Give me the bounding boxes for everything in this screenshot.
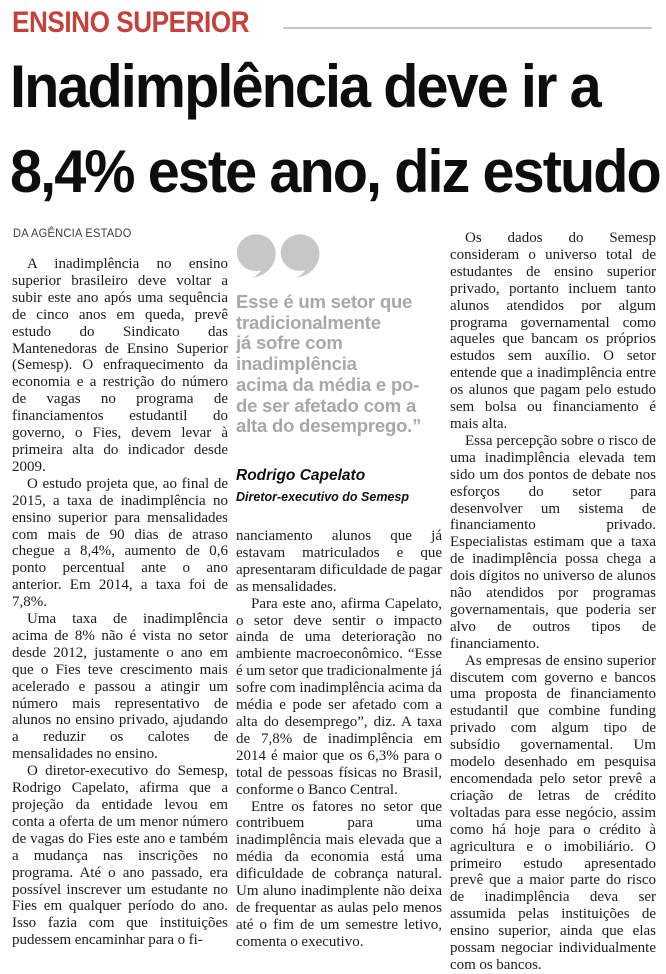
paragraph: O diretor-executivo do Semesp, Rodrigo Capelato, afirma que a projeção da entidade levou em conta a oferta de um menor número de vagas do Fies este ano e também a mudança nas inscrições no programa. Até o ano passado, era possível inscrever um estudante no Fies em qualquer período do ano. Isso fazia com que instituições pudessem encaminhar para o fi- <box>12 763 228 949</box>
text-column-1 <box>12 256 228 949</box>
pull-quote-author-role: Diretor-executivo do Semesp <box>236 489 409 504</box>
pull-quote-line: de ser afetado com a <box>236 394 417 416</box>
paragraph: A inadimplência no ensino superior brasileiro deve voltar a subir este ano após uma sequência de cinco anos em queda, prevê estudo do Sindicato das Mantenedoras de Ensino Superior (Semesp). O enfraquecimento da economia e a restrição do número de vagas no programa de financiamentos estudantil do governo, o Fies, devem levar à primeira alta do indicador desde 2009. <box>12 256 228 475</box>
pull-quote-line: alta do desemprego.” <box>236 415 422 437</box>
byline: DA AGÊNCIA ESTADO <box>13 226 132 240</box>
text-column-2 <box>236 228 442 951</box>
paragraph: Essa percepção sobre o risco de uma inadimplência elevada tem sido um dos pontos de debate nos esforços do setor para desenvolver um sistema de financiamento privado. Especialistas estimam que a taxa de inadimplência possa chega a dois dígitos no universo de alunos não atendidos por programas governamentais, que poderia ser alvo de outros tipos de financiamento. <box>450 432 656 652</box>
section-rule <box>283 27 652 29</box>
headline-line-2: 8,4% este ano, diz estudo <box>10 138 660 205</box>
paragraph: As empresas de ensino superior discutem com governo e bancos uma proposta de financiamento estudantil que combine funding privado com algum tipo de subsídio governamental. Um modelo desenhado em pesquisa encomendada pelo setor prevê a criação de letras de crédito voltadas para esse negócio, assim como há hoje para o crédito à agricultura e o imobiliário. O primeiro estudo apresentado prevê que a maior parte do risco de inadimplência deva ser assumida pelas instituições de ensino superior, ainda que elas possam negociar individualmente com os bancos. <box>450 652 656 973</box>
paragraph: O estudo projeta que, ao final de 2015, a taxa de inadimplência no ensino superior para mensalidades com mais de 90 dias de atraso chegue a 8,4%, aumento de 0,6 ponto percentual ante o ano anterior. Em 2014, a taxa foi de 7,8%. <box>12 475 228 611</box>
pull-quote-text <box>236 292 442 437</box>
section-kicker: ENSINO SUPERIOR <box>12 6 250 39</box>
pull-quote-line: inadimplência <box>236 353 357 375</box>
paragraph: Para este ano, afirma Capelato, o setor deve sentir o impacto ainda de uma deterioração no ambiente macroeconômico. “Esse é um setor que tradicionalmente já sofre com inadimplência acima da média e pode ser afetado com a alta do desemprego”, diz. A taxa de 7,8% de inadimplência em 2014 é maior que os 6,3% para o total de pessoas físicas no Brasil, conforme o Banco Central. <box>236 595 443 798</box>
text-column-3 <box>450 230 656 974</box>
quote-marks-icon <box>237 233 321 281</box>
pull-quote-line: acima da média e po- <box>236 373 420 395</box>
pull-quote <box>236 228 442 528</box>
headline-line-1: Inadimplência deve ir a <box>10 53 600 120</box>
pull-quote-author: Rodrigo Capelato <box>236 466 366 484</box>
pull-quote-line: Esse é um setor que <box>236 291 413 312</box>
paragraph: Os dados do Semesp consideram o universo total de estudantes de ensino superior privado, portanto incluem tanto alunos atendidos por algum programa governamental como aqueles que bancam os próprios estudos sem auxílio. O setor entende que a inadimplência entre os alunos que pagam pelo estudo sem bolsa ou financiamento é mais alta. <box>450 230 656 432</box>
paragraph: nanciamento alunos que já estavam matriculados e que apresentaram dificuldade de pagar as mensalidades. <box>236 528 442 595</box>
headline <box>10 44 660 214</box>
pull-quote-line: tradicionalmente <box>236 311 381 333</box>
pull-quote-line: já sofre com <box>236 332 343 354</box>
paragraph: Uma taxa de inadimplência acima de 8% não é vista no setor desde 2012, justamente o ano em que o Fies teve crescimento mais acelerado e passou a atingir um número mais representativo de alunos no ensino privado, ajudando a reduzir os calotes de mensalidades no ensino. <box>12 611 228 763</box>
paragraph: Entre os fatores no setor que contribuem para uma inadimplência mais elevada que a média da economia está uma dificuldade de cobrança natural. Um aluno inadimplente não deixa de frequentar as aulas pelo menos até o fim de um semestre letivo, comenta o executivo. <box>236 798 442 950</box>
